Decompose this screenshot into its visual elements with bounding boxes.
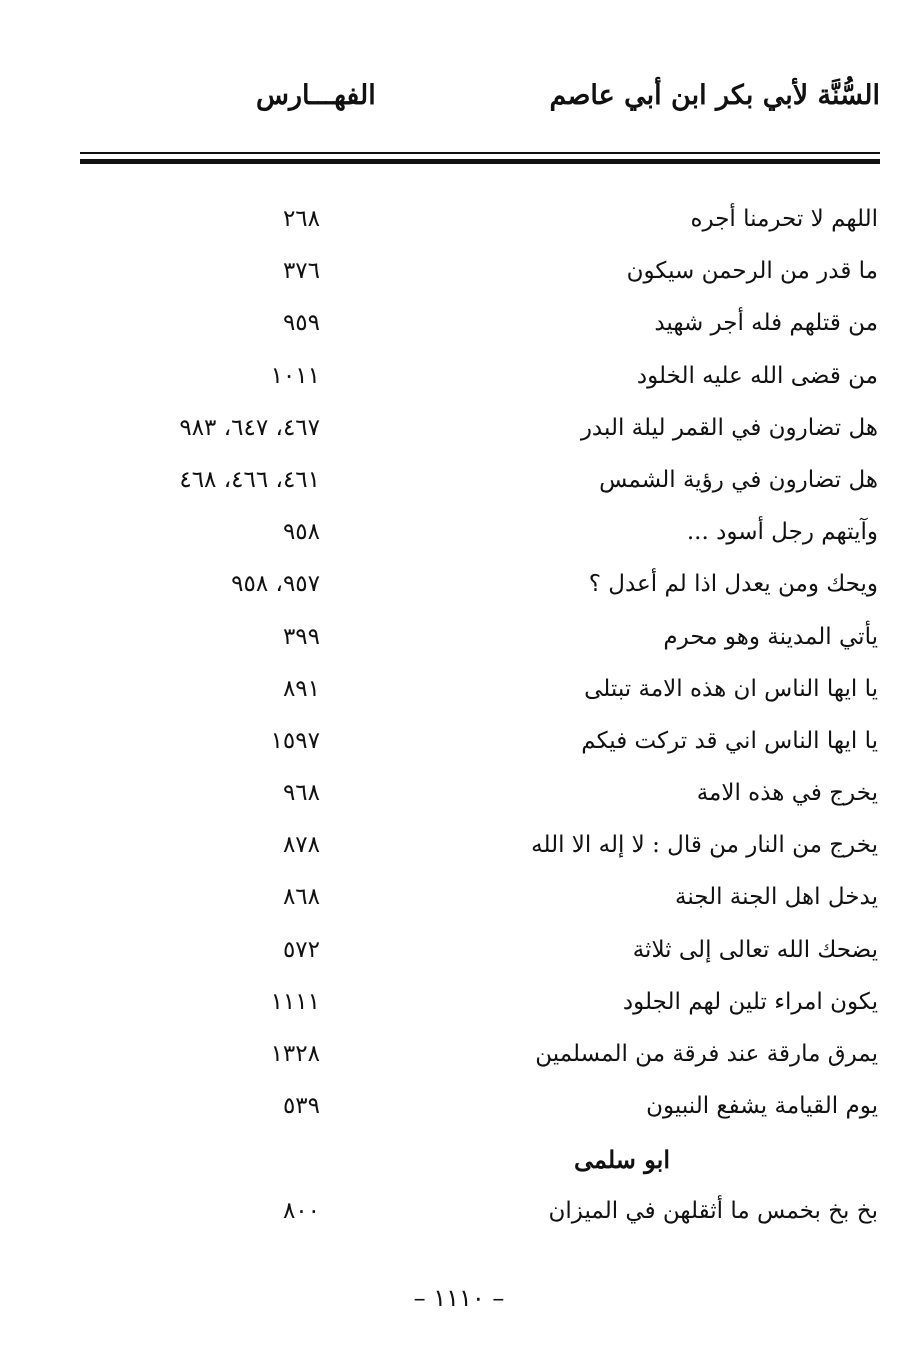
index-entry — [80, 513, 880, 565]
entry-page-numbers: ١٣٢٨ — [270, 1041, 320, 1067]
index-entry — [80, 565, 880, 617]
book-title: السُّنَّة لأبي بكر ابن أبي عاصم — [549, 80, 880, 111]
entry-text: يمرق مارقة عند فرقة من المسلمين — [535, 1041, 878, 1067]
index-entry — [80, 304, 880, 356]
entry-text: يدخل اهل الجنة الجنة — [674, 884, 878, 911]
index-entry — [80, 252, 880, 304]
subheading-text: ابو سلمى — [573, 1145, 670, 1175]
entry-text: وآيتهم رجل أسود ... — [686, 519, 878, 546]
entry-text: ويحك ومن يعدل اذا لم أعدل ؟ — [588, 571, 878, 598]
running-header — [80, 80, 880, 124]
section-title: الفهـــارس — [256, 80, 376, 111]
entry-page-numbers: ٤٦١، ٤٦٦، ٤٦٨ — [179, 466, 320, 493]
index-entry — [80, 357, 880, 409]
index-subheading — [80, 1139, 880, 1191]
entry-page-numbers: ٨٧٨ — [282, 832, 320, 859]
entry-text: يكون امراء تلين لهم الجلود — [622, 988, 878, 1015]
entry-text: من قتلهم فله أجر شهيد — [654, 310, 878, 337]
index-entry — [80, 983, 880, 1035]
index-entry — [80, 1087, 880, 1139]
header-rule-thin — [80, 152, 880, 154]
entry-page-numbers: ١١١١ — [270, 988, 320, 1015]
entry-text: يا ايها الناس اني قد تركت فيكم — [581, 727, 878, 754]
index-entry — [80, 774, 880, 826]
entry-page-numbers: ٤٦٧، ٦٤٧، ٩٨٣ — [179, 414, 320, 441]
index-entry — [80, 722, 880, 774]
entry-page-numbers: ٥٧٢ — [282, 936, 320, 963]
index-entry — [80, 878, 880, 930]
entry-text: يضحك الله تعالى إلى ثلاثة — [632, 936, 878, 963]
entry-text: يا ايها الناس ان هذه الامة تبتلى — [584, 675, 878, 702]
index-entry — [80, 461, 880, 513]
entry-page-numbers: ٥٣٩ — [282, 1093, 320, 1120]
entry-text: هل تضارون في رؤية الشمس — [599, 466, 878, 493]
index-entry — [80, 618, 880, 670]
index-entry — [80, 1192, 880, 1244]
index-entry — [80, 200, 880, 252]
entry-page-numbers: ٢٦٨ — [282, 206, 320, 232]
entry-text: بخ بخ بخمس ما أثقلهن في الميزان — [548, 1197, 878, 1224]
entry-text: هل تضارون في القمر ليلة البدر — [580, 414, 878, 441]
entry-text: يوم القيامة يشفع النبيون — [646, 1093, 878, 1120]
index-entry — [80, 931, 880, 983]
entry-text: من قضى الله عليه الخلود — [636, 362, 878, 389]
entry-text: يأتي المدينة وهو محرم — [663, 623, 878, 650]
entry-page-numbers: ٣٩٩ — [282, 623, 320, 650]
entry-text: ما قدر من الرحمن سيكون — [626, 258, 878, 285]
index-entry — [80, 670, 880, 722]
entry-page-numbers: ١٠١١ — [270, 362, 320, 389]
index-entry — [80, 1035, 880, 1087]
entry-page-numbers: ٨٠٠ — [282, 1197, 320, 1224]
page-number: – ١١١٠ – — [413, 1284, 505, 1312]
entry-page-numbers: ٩٥٨ — [282, 519, 320, 546]
entry-page-numbers: ٨٦٨ — [282, 884, 320, 911]
entry-page-numbers: ٩٥٩ — [282, 310, 320, 337]
index-entry — [80, 409, 880, 461]
entry-page-numbers: ٩٦٨ — [282, 780, 320, 807]
entry-page-numbers: ٨٩١ — [282, 675, 320, 702]
entry-text: اللهم لا تحرمنا أجره — [690, 206, 878, 232]
entry-text: يخرج في هذه الامة — [696, 780, 878, 807]
entry-page-numbers: ١٥٩٧ — [270, 727, 320, 754]
entry-page-numbers: ٣٧٦ — [282, 258, 320, 285]
index-entry — [80, 826, 880, 878]
entry-page-numbers: ٩٥٧، ٩٥٨ — [231, 571, 320, 598]
entry-text: يخرج من النار من قال : لا إله الا الله — [531, 832, 878, 859]
index-list — [80, 200, 880, 1244]
header-rule-thick — [80, 159, 880, 164]
